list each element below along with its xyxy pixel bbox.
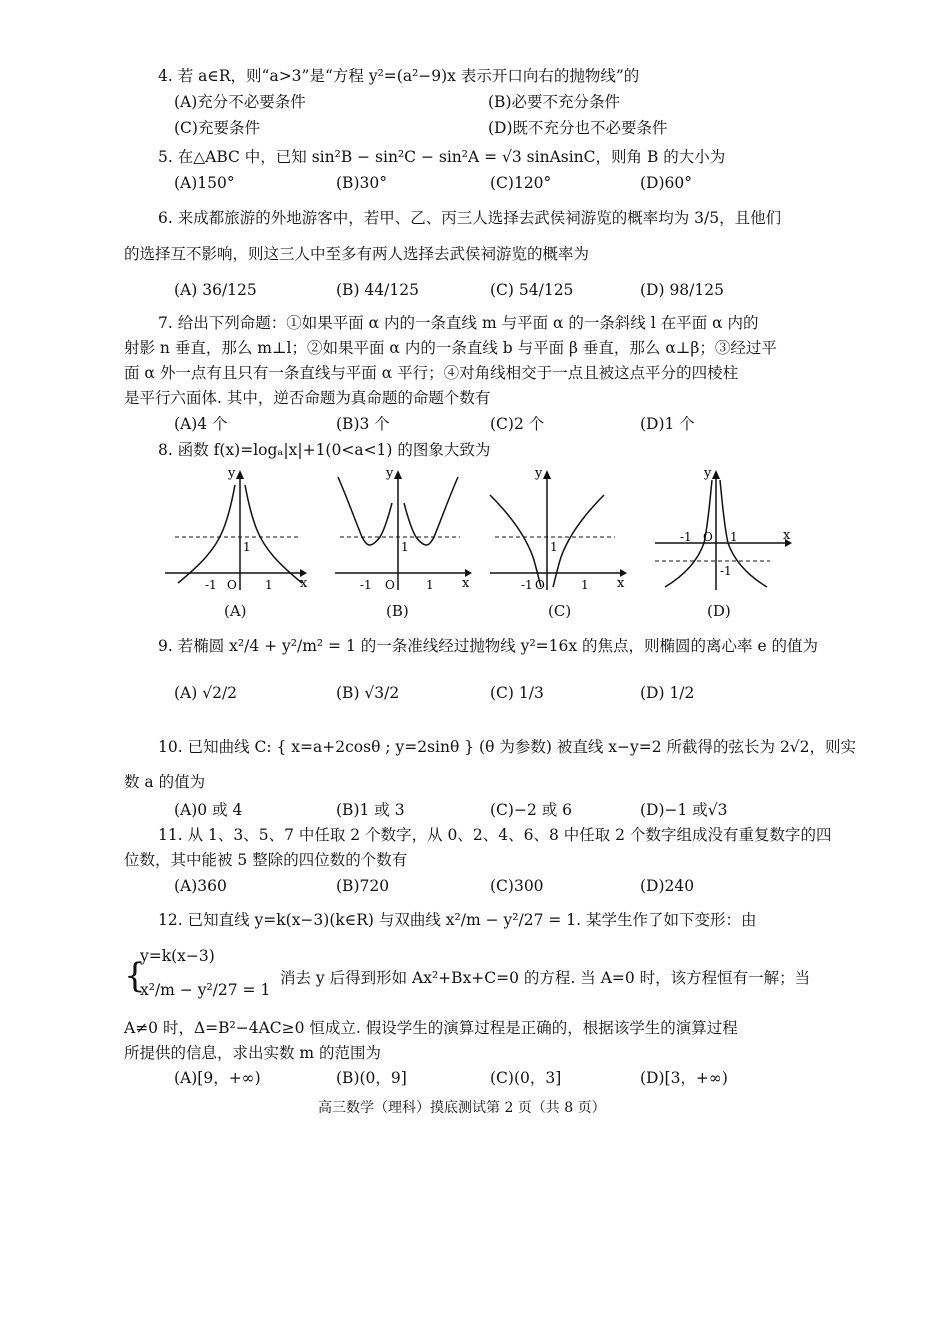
q12-line-4: 所提供的信息，求出实数 m 的范围为 [124, 1044, 382, 1062]
q5-stem: 5. 在△ABC 中，已知 sin²B − sin²C − sin²A = √3 sinAsinC，则角 B 的大小为 [158, 148, 726, 166]
q7-line-1: 7. 给出下列命题：①如果平面 α 内的一条直线 m 与平面 α 的一条斜线 l 在平面 α 内的 [158, 314, 759, 332]
graph-d-origin: O [703, 530, 713, 544]
q9-option-c: (C) 1/3 [490, 684, 544, 702]
graph-b-label: (B) [386, 602, 409, 620]
q6-option-c: (C) 54/125 [490, 281, 574, 299]
q10-option-a: (A)0 或 4 [174, 801, 243, 819]
graph-c-tick-x1: 1 [581, 578, 589, 592]
q12-option-d: (D)[3，+∞) [640, 1069, 728, 1087]
graph-b-tick-y1: 1 [401, 540, 409, 554]
q10-option-b: (B)1 或 3 [336, 801, 405, 819]
graph-d-tick-neg1: -1 [680, 530, 692, 544]
graph-a-origin: O [227, 578, 237, 592]
q6-line-1: 6. 来成都旅游的外地游客中，若甲、乙、丙三人选择去武侯祠游览的概率均为 3/5，且他们 [158, 209, 782, 227]
q4-option-b: (B)必要不充分条件 [488, 93, 620, 111]
q12-option-b: (B)(0，9] [336, 1069, 407, 1087]
q5-option-d: (D)60° [640, 174, 692, 192]
graph-a-y-label: y [228, 466, 236, 481]
q4-stem: 4. 若 a∈R，则“a>3”是“方程 y²=(a²−9)x 表示开口向右的抛物线”的 [158, 67, 640, 85]
q10-line-1: 10. 已知曲线 C: { x=a+2cosθ ; y=2sinθ } (θ 为参数) 被直线 x−y=2 所截得的弦长为 2√2，则实 [158, 738, 857, 756]
q12-system-eq1: y=k(x−3) [140, 947, 215, 965]
q4-option-a: (A)充分不必要条件 [174, 93, 306, 111]
q5-option-c: (C)120° [490, 174, 552, 192]
q5-option-a: (A)150° [174, 174, 235, 192]
q12-line-2: 消去 y 后得到形如 Ax²+Bx+C=0 的方程. 当 A=0 时，该方程恒有一解；当 [280, 969, 811, 987]
q9-option-b: (B) √3/2 [336, 684, 400, 702]
graph-c-x-label: x [617, 576, 625, 591]
q4-option-c: (C)充要条件 [174, 119, 260, 137]
q9-stem: 9. 若椭圆 x²/4 + y²/m² = 1 的一条准线经过抛物线 y²=16x 的焦点，则椭圆的离心率 e 的值为 [158, 637, 819, 655]
q9-option-a: (A) √2/2 [174, 684, 238, 702]
q11-option-d: (D)240 [640, 877, 695, 895]
graph-d-y-label: y [704, 466, 712, 481]
graph-c-tick-neg1: -1 [521, 578, 533, 592]
q12-option-a: (A)[9，+∞) [174, 1069, 261, 1087]
q12-line-3: A≠0 时，Δ=B²−4AC≥0 恒成立. 假设学生的演算过程是正确的，根据该学生的演算过程 [124, 1019, 738, 1037]
q7-option-d: (D)1 个 [640, 415, 695, 433]
graph-b-tick-x1: 1 [426, 578, 434, 592]
graph-a-tick-y1: 1 [243, 540, 251, 554]
q12-system-brace: { [124, 956, 146, 996]
q6-option-d: (D) 98/125 [640, 281, 724, 299]
q12-line-1: 12. 已知直线 y=k(x−3)(k∈R) 与双曲线 x²/m − y²/27 = 1. 某学生作了如下变形：由 [158, 911, 757, 929]
q10-option-d: (D)−1 或√3 [640, 801, 728, 819]
q4-option-d: (D)既不充分也不必要条件 [488, 119, 668, 137]
q6-line-2: 的选择互不影响，则这三人中至多有两人选择去武侯祠游览的概率为 [124, 245, 590, 263]
graph-d-label: (D) [707, 602, 731, 620]
q5-option-b: (B)30° [336, 174, 387, 192]
graph-a-tick-x1: 1 [265, 578, 273, 592]
graph-b-x-label: x [462, 576, 470, 591]
q10-line-2: 数 a 的值为 [124, 773, 206, 791]
page-footer: 高三数学（理科）摸底测试第 2 页（共 8 页） [318, 1100, 606, 1116]
graph-a-tick-neg1: -1 [205, 578, 217, 592]
graph-d-x-label: x [783, 528, 791, 543]
q7-line-3: 面 α 外一点有且只有一条直线与平面 α 平行；④对角线相交于一点且被这点平分的四棱柱 [124, 364, 739, 382]
q12-system-eq2: x²/m − y²/27 = 1 [140, 981, 271, 999]
graph-d [650, 465, 795, 595]
q12-option-c: (C)(0，3] [490, 1069, 562, 1087]
q11-option-c: (C)300 [490, 877, 544, 895]
graph-c-tick-y1: 1 [550, 540, 558, 554]
graph-c-label: (C) [548, 602, 572, 620]
q11-option-a: (A)360 [174, 877, 227, 895]
q9-option-d: (D) 1/2 [640, 684, 695, 702]
q7-option-b: (B)3 个 [336, 415, 390, 433]
q10-option-c: (C)−2 或 6 [490, 801, 573, 819]
graph-b-tick-neg1: -1 [360, 578, 372, 592]
graph-d-tick-x1: 1 [730, 530, 738, 544]
graph-c-origin: O [535, 578, 545, 592]
q11-line-1: 11. 从 1、3、5、7 中任取 2 个数字，从 0、2、4、6、8 中任取 2 个数字组成没有重复数字的四 [158, 826, 832, 844]
q7-option-a: (A)4 个 [174, 415, 228, 433]
q11-line-2: 位数，其中能被 5 整除的四位数的个数有 [124, 851, 408, 869]
graph-b-origin: O [385, 578, 395, 592]
graph-c [485, 465, 630, 595]
graph-a-x-label: x [300, 576, 308, 591]
q7-line-2: 射影 n 垂直，那么 m⊥l；②如果平面 α 内的一条直线 b 与平面 β 垂直，那么 α⊥β；③经过平 [124, 339, 777, 357]
q6-option-a: (A) 36/125 [174, 281, 257, 299]
graph-b-y-label: y [386, 466, 394, 481]
graph-a-label: (A) [224, 602, 247, 620]
graph-c-y-label: y [535, 466, 543, 481]
q7-option-c: (C)2 个 [490, 415, 545, 433]
q6-option-b: (B) 44/125 [336, 281, 419, 299]
graph-a [160, 465, 310, 595]
graph-b [330, 465, 475, 595]
q11-option-b: (B)720 [336, 877, 390, 895]
q7-line-4: 是平行六面体. 其中，逆否命题为真命题的命题个数有 [124, 389, 491, 407]
graph-d-tick-yneg1: -1 [720, 564, 732, 578]
q8-stem: 8. 函数 f(x)=logₐ|x|+1(0<a<1) 的图象大致为 [158, 441, 491, 459]
